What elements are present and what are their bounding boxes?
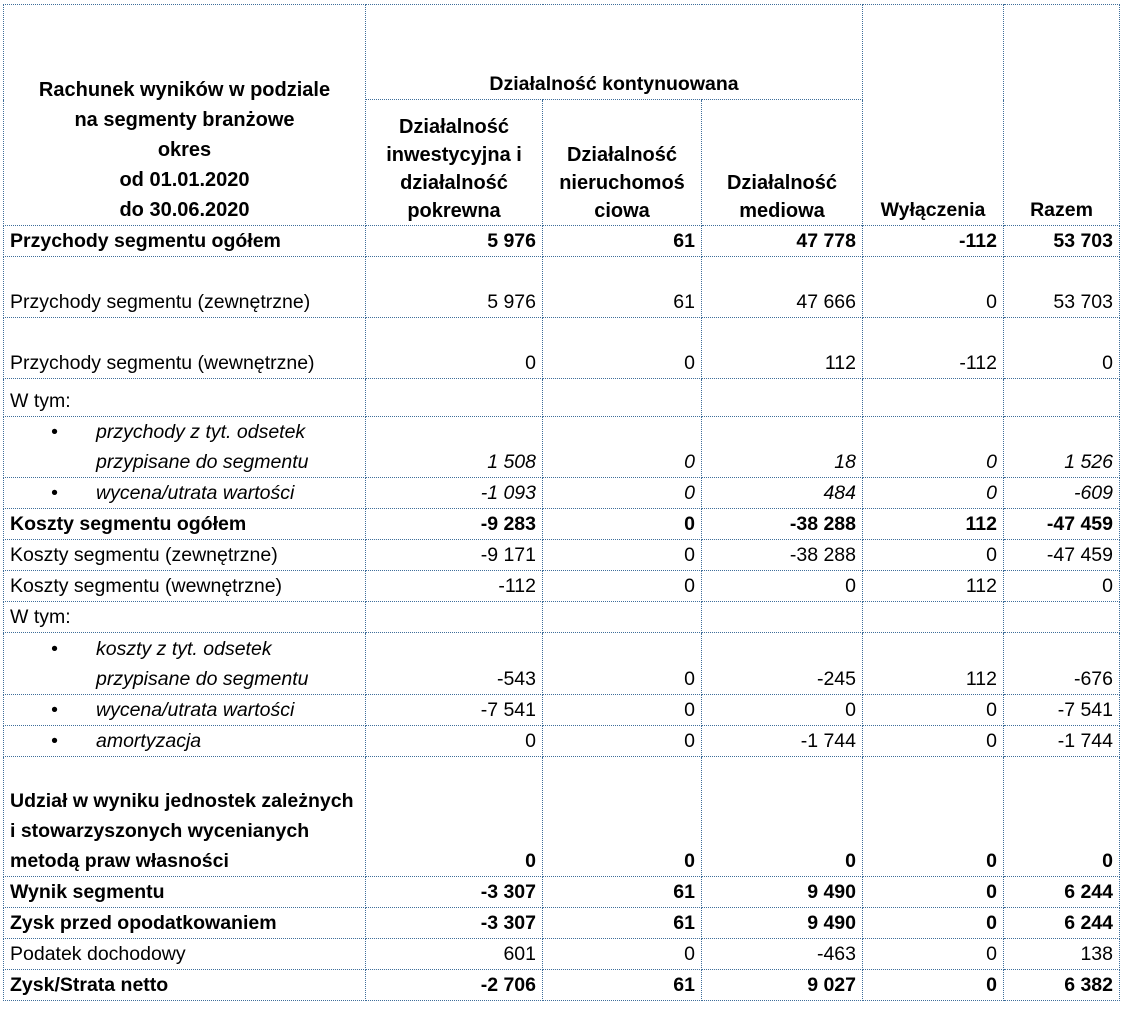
table-row <box>4 257 1120 318</box>
row-label: • koszty z tyt. odsetek przypisane do segmentu <box>4 633 366 695</box>
cell-value: -3 307 <box>366 908 543 939</box>
cell-value: 0 <box>543 540 702 571</box>
row-label: Wynik segmentu <box>4 877 366 908</box>
table-row <box>4 602 1120 633</box>
cell-value: 0 <box>543 417 702 478</box>
cell-value: -609 <box>1004 478 1120 509</box>
cell-value: 47 666 <box>702 257 863 318</box>
cell-value: 61 <box>543 908 702 939</box>
cell-value: -543 <box>366 633 543 695</box>
cell-value: 53 703 <box>1004 226 1120 257</box>
cell-value: 9 490 <box>702 908 863 939</box>
cell-value: 61 <box>543 257 702 318</box>
table-row <box>4 540 1120 571</box>
cell-value: -676 <box>1004 633 1120 695</box>
cell-value: 601 <box>366 939 543 970</box>
bullet: • <box>51 730 58 752</box>
cell-value: -463 <box>702 939 863 970</box>
cell-value: -1 744 <box>1004 726 1120 757</box>
cell-value: 0 <box>702 695 863 726</box>
row-label: • wycena/utrata wartości <box>4 478 366 509</box>
cell-value: 0 <box>863 695 1004 726</box>
cell-value: 112 <box>863 509 1004 540</box>
cell-value: 0 <box>863 970 1004 1001</box>
cell-value: -47 459 <box>1004 540 1120 571</box>
cell-value: 0 <box>863 478 1004 509</box>
cell-value: 112 <box>863 571 1004 602</box>
cell-value: 61 <box>543 970 702 1001</box>
cell-value: -9 171 <box>366 540 543 571</box>
cell-value: 0 <box>366 726 543 757</box>
cell-value: 0 <box>543 939 702 970</box>
cell-value: -47 459 <box>1004 509 1120 540</box>
col-header-media: Działalność mediowa <box>702 100 863 226</box>
row-label: Koszty segmentu (wewnętrzne) <box>4 571 366 602</box>
table-row <box>4 571 1120 602</box>
cell-value: -7 541 <box>1004 695 1120 726</box>
cell-value: 1 508 <box>366 417 543 478</box>
cell-value: 9 027 <box>702 970 863 1001</box>
cell-value: -3 307 <box>366 877 543 908</box>
table-title: Rachunek wyników w podziale na segmenty branżowe okres od 01.01.2020 do 30.06.2020 <box>4 5 366 226</box>
row-label: W tym: <box>4 602 366 633</box>
cell-value: 0 <box>863 417 1004 478</box>
cell-value: 6 244 <box>1004 908 1120 939</box>
table-row <box>4 417 1120 478</box>
row-label: Koszty segmentu (zewnętrzne) <box>4 540 366 571</box>
table-row <box>4 877 1120 908</box>
cell-value: 0 <box>543 726 702 757</box>
cell-value: -112 <box>366 571 543 602</box>
row-label: Przychody segmentu ogółem <box>4 226 366 257</box>
col-header-real-estate: Działalność nieruchomoś ciowa <box>543 100 702 226</box>
cell-value <box>1004 602 1120 633</box>
cell-value <box>863 379 1004 417</box>
cell-value <box>543 379 702 417</box>
cell-value: -38 288 <box>702 540 863 571</box>
bullet: • <box>51 638 58 660</box>
table-row <box>4 757 1120 877</box>
table-row <box>4 318 1120 379</box>
cell-value: 0 <box>543 633 702 695</box>
cell-value <box>1004 379 1120 417</box>
table-row <box>4 226 1120 257</box>
cell-value: 6 382 <box>1004 970 1120 1001</box>
cell-value: -112 <box>863 226 1004 257</box>
row-label: • przychody z tyt. odsetek przypisane do segmentu <box>4 417 366 478</box>
col-header-eliminations: Wyłączenia <box>863 5 1004 226</box>
bullet: • <box>51 482 58 504</box>
cell-value <box>702 602 863 633</box>
cell-value <box>702 379 863 417</box>
row-label: Koszty segmentu ogółem <box>4 509 366 540</box>
group-header: Działalność kontynuowana <box>366 5 863 100</box>
cell-value: 53 703 <box>1004 257 1120 318</box>
cell-value: 1 526 <box>1004 417 1120 478</box>
table-row <box>4 939 1120 970</box>
row-label: • amortyzacja <box>4 726 366 757</box>
table-row <box>4 695 1120 726</box>
cell-value: -1 093 <box>366 478 543 509</box>
cell-value: 0 <box>543 509 702 540</box>
cell-value: 0 <box>863 726 1004 757</box>
row-label: Zysk przed opodatkowaniem <box>4 908 366 939</box>
cell-value: 138 <box>1004 939 1120 970</box>
cell-value: -38 288 <box>702 509 863 540</box>
table-row <box>4 970 1120 1001</box>
row-label: Udział w wyniku jednostek zależnych i stowarzyszonych wycenianych metodą praw własności <box>4 757 366 877</box>
cell-value: 484 <box>702 478 863 509</box>
cell-value: 0 <box>366 318 543 379</box>
row-label: Przychody segmentu (wewnętrzne) <box>4 318 366 379</box>
cell-value: 61 <box>543 226 702 257</box>
cell-value: 0 <box>543 318 702 379</box>
table-row <box>4 509 1120 540</box>
table-row <box>4 478 1120 509</box>
bullet: • <box>51 421 58 443</box>
table-row <box>4 908 1120 939</box>
cell-value: 0 <box>543 478 702 509</box>
cell-value: 0 <box>863 939 1004 970</box>
cell-value: 5 976 <box>366 226 543 257</box>
table-row <box>4 633 1120 695</box>
cell-value: -7 541 <box>366 695 543 726</box>
cell-value: 61 <box>543 877 702 908</box>
cell-value: 47 778 <box>702 226 863 257</box>
table-row <box>4 379 1120 417</box>
cell-value: -1 744 <box>702 726 863 757</box>
cell-value <box>543 602 702 633</box>
table-row <box>4 726 1120 757</box>
cell-value: -112 <box>863 318 1004 379</box>
row-label: Zysk/Strata netto <box>4 970 366 1001</box>
cell-value: -2 706 <box>366 970 543 1001</box>
segment-income-table <box>3 4 1120 1001</box>
cell-value <box>863 602 1004 633</box>
cell-value: 0 <box>702 757 863 877</box>
cell-value: 0 <box>543 757 702 877</box>
cell-value: 0 <box>543 571 702 602</box>
cell-value: 112 <box>702 318 863 379</box>
cell-value: 0 <box>543 695 702 726</box>
cell-value: 0 <box>1004 318 1120 379</box>
cell-value: 0 <box>366 757 543 877</box>
cell-value: 0 <box>863 908 1004 939</box>
cell-value: 5 976 <box>366 257 543 318</box>
cell-value <box>366 379 543 417</box>
cell-value: 112 <box>863 633 1004 695</box>
row-label: • wycena/utrata wartości <box>4 695 366 726</box>
row-label: Przychody segmentu (zewnętrzne) <box>4 257 366 318</box>
cell-value: 0 <box>863 877 1004 908</box>
cell-value: 6 244 <box>1004 877 1120 908</box>
cell-value: 18 <box>702 417 863 478</box>
col-header-total: Razem <box>1004 5 1120 226</box>
bullet: • <box>51 699 58 721</box>
cell-value: 0 <box>863 757 1004 877</box>
cell-value: 9 490 <box>702 877 863 908</box>
col-header-investment: Działalność inwestycyjna i działalność pokrewna <box>366 100 543 226</box>
cell-value: 0 <box>702 571 863 602</box>
cell-value: -245 <box>702 633 863 695</box>
cell-value: 0 <box>1004 757 1120 877</box>
cell-value: 0 <box>863 540 1004 571</box>
row-label: W tym: <box>4 379 366 417</box>
row-label: Podatek dochodowy <box>4 939 366 970</box>
cell-value <box>366 602 543 633</box>
cell-value: -9 283 <box>366 509 543 540</box>
cell-value: 0 <box>863 257 1004 318</box>
cell-value: 0 <box>1004 571 1120 602</box>
